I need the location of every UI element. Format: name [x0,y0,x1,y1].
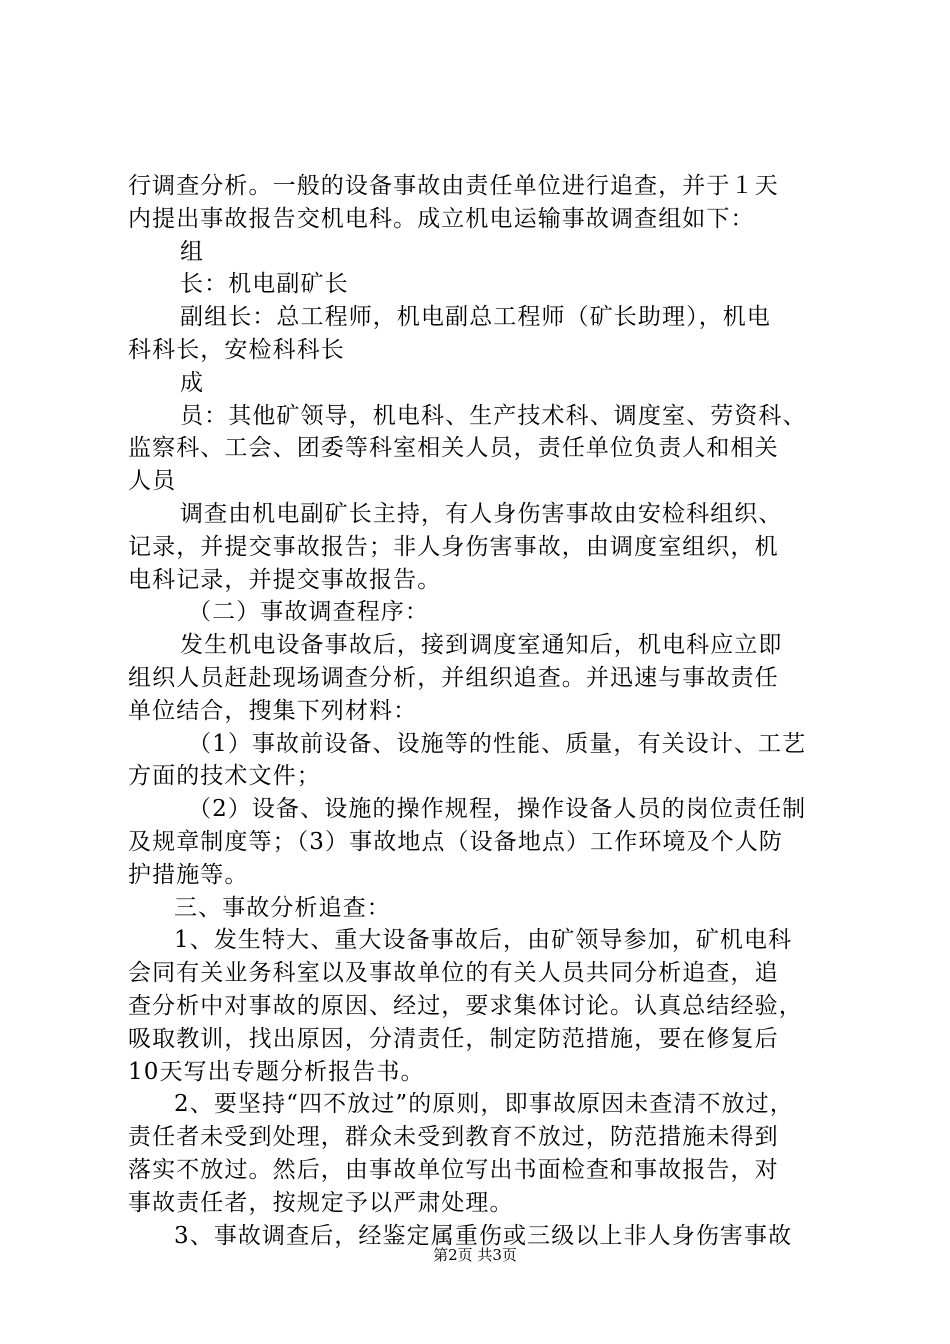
body-text [128,170,834,1252]
text-line: 调查由机电副矿长主持，有人身伤害事故由安检科组织、 [180,500,783,527]
text-line: 行调查分析。一般的设备事故由责任单位进行追查，并于１天 [128,173,779,199]
text-line: 落实不放过。然后，由事故单位写出书面检查和事故报告，对 [128,1156,779,1183]
text-line: 方面的技术文件； [128,763,321,790]
text-line: 事故责任者，按规定予以严肃处理。 [128,1189,514,1216]
text-line: 副组长：总工程师，机电副总工程师（矿长助理），机电 [180,304,771,331]
text-line: （1）事故前设备、设施等的性能、质量，有关设计、工艺 [188,730,807,757]
text-line: 3、事故调查后，经鉴定属重伤或三级以上非人身伤害事故 [174,1222,793,1249]
text-line: 科科长，安检科科长 [128,336,345,363]
text-line: 及规章制度等；（3）事故地点（设备地点）工作环境及个人防 [128,828,783,855]
text-line: 成 [180,369,205,396]
text-line: 吸取教训，找出原因，分清责任，制定防范措施，要在修复后 [128,1025,779,1052]
text-line: 护措施等。 [128,861,249,888]
text-line: 发生机电设备事故后，接到调度室通知后，机电科应立即 [180,632,783,659]
text-line: 责任者未受到处理，群众未受到教育不放过，防范措施未得到 [128,1124,779,1151]
text-line: 三、事故分析追查： [174,894,391,921]
text-line: （2）设备、设施的操作规程，操作设备人员的岗位责任制 [188,796,807,823]
text-line: 员：其他矿领导，机电科、生产技术科、调度室、劳资科、 [180,402,807,429]
text-line: 记录，并提交事故报告；非人身伤害事故，由调度室组织，机 [128,533,779,560]
text-line: 监察科、工会、团委等科室相关人员，责任单位负责人和相关 [128,435,779,462]
text-line: 查分析中对事故的原因、经过，要求集体讨论。认真总结经验， [128,992,803,1019]
text-line: 会同有关业务科室以及事故单位的有关人员共同分析追查，追 [128,960,779,987]
text-line: 人员 [128,468,177,495]
text-line: 1、发生特大、重大设备事故后，由矿领导参加，矿机电科 [174,927,793,954]
text-line: 10天写出专题分析报告书。 [128,1058,425,1085]
text-line: 2、要坚持“四不放过”的原则，即事故原因未查清不放过， [174,1091,794,1118]
text-line: 内提出事故报告交机电科。成立机电运输事故调查组如下： [128,205,755,232]
text-line: 电科记录，并提交事故报告。 [128,566,442,593]
text-line: 组 [180,238,205,265]
text-line: 组织人员赶赴现场调查分析，并组织追查。并迅速与事故责任 [128,664,779,691]
text-line: （二）事故调查程序： [188,599,429,626]
text-line: 长：机电副矿长 [180,271,349,298]
text-line: 单位结合，搜集下列材料： [128,697,418,724]
page-footer: 第2页 共3页 [433,1246,517,1264]
